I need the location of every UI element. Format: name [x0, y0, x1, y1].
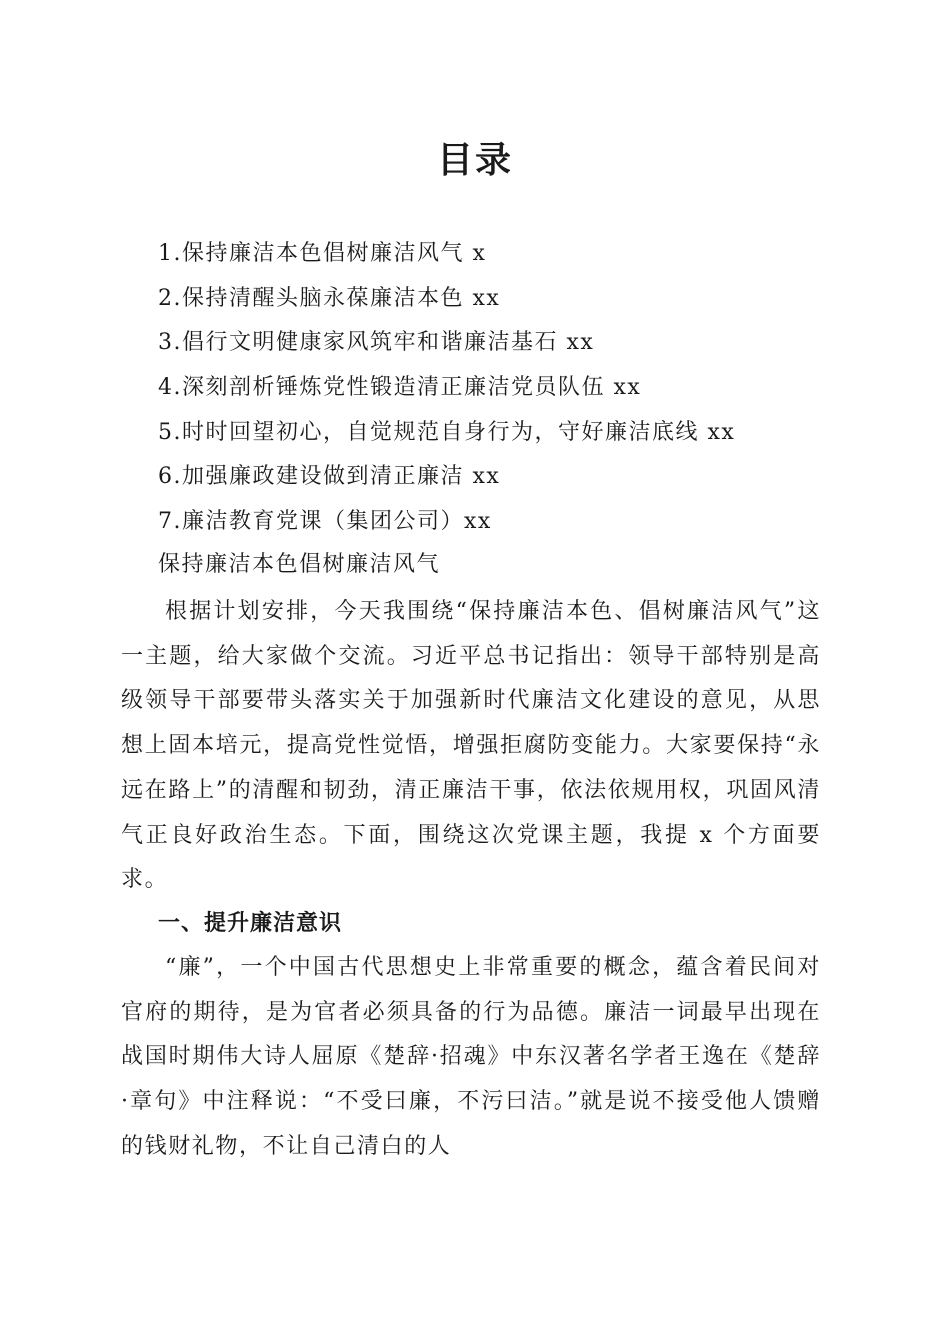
body-paragraph: “廉”，一个中国古代思想史上非常重要的概念，蕴含着民间对官府的期待，是为官者必须具备的行为品德。廉洁一词最早出现在战国时期伟大诗人屈原《楚辞·招魂》中东汉著名学者王逸在《楚辞·章句》中注释说：“不受曰廉，不污曰洁。”就是说不接受他人馈赠的钱财礼物，不让自己清白的人	[121, 955, 821, 1159]
toc-item: 2.保持清醒头脑永葆廉洁本色 xx	[158, 285, 501, 311]
section-heading: 一、提升廉洁意识	[158, 911, 343, 936]
toc-item: 3.倡行文明健康家风筑牢和谐廉洁基石 xx	[158, 330, 595, 356]
article-title: 保持廉洁本色倡树廉洁风气	[158, 552, 441, 577]
document-title: 目录	[436, 139, 513, 181]
toc-item: 5.时时回望初心，自觉规范自身行为，守好廉洁底线 xx	[158, 419, 736, 445]
toc-item: 7.廉洁教育党课（集团公司）xx	[158, 509, 492, 535]
body-paragraph: 根据计划安排，今天我围绕“保持廉洁本色、倡树廉洁风气”这一主题，给大家做个交流。习近平总书记指出：领导干部特别是高级领导干部要带头落实关于加强新时代廉洁文化建设的意见，从思想上固本培元，提高党性觉悟，增强拒腐防变能力。大家要保持“永远在路上”的清醒和韧劲，清正廉洁干事，依法依规用权，巩固风清气正良好政治生态。下面，围绕这次党课主题，我提 x 个方面要求。	[121, 599, 821, 893]
toc-item: 1.保持廉洁本色倡树廉洁风气 x	[158, 241, 487, 266]
toc-item: 4.深刻剖析锤炼党性锻造清正廉洁党员队伍 xx	[158, 375, 642, 401]
toc-item: 6.加强廉政建设做到清正廉洁 xx	[158, 464, 501, 490]
table-of-contents	[158, 232, 838, 545]
